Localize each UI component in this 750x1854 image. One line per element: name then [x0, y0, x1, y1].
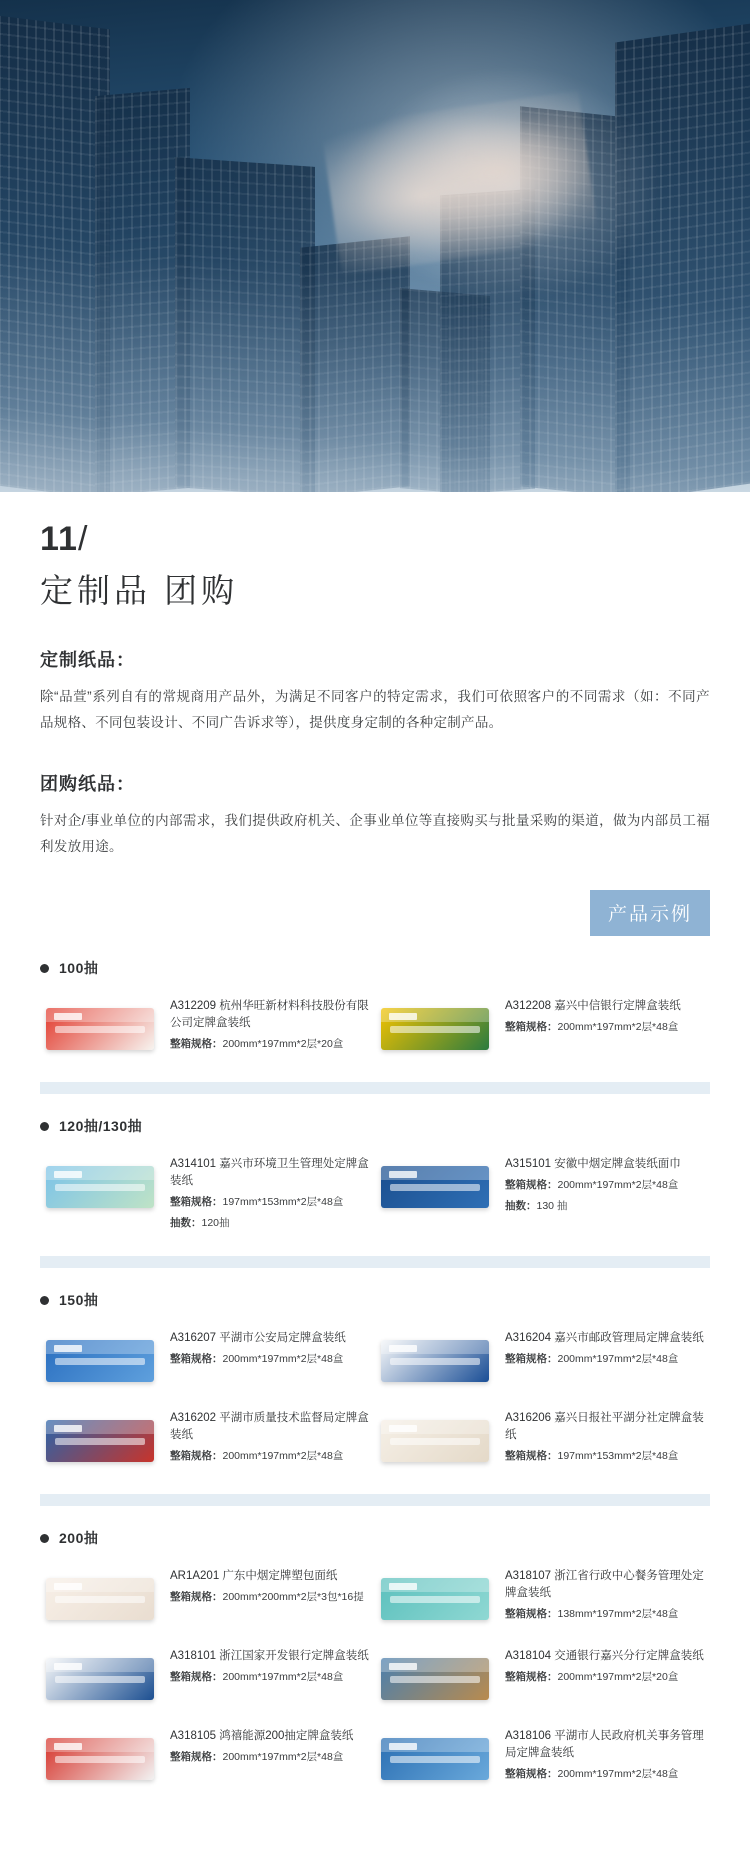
product-item [40, 1408, 375, 1470]
box-logo [389, 1743, 417, 1750]
product-group-label: 200抽 [59, 1530, 99, 1546]
product-item [375, 996, 710, 1058]
product-thumbnail [375, 1154, 495, 1216]
product-code-and-name: A316202 平湖市质量技术监督局定牌盒装纸 [170, 1412, 369, 1441]
product-code-and-name: AR1A201 广东中烟定牌塑包面纸 [170, 1570, 338, 1582]
product-thumbnail [40, 996, 160, 1058]
group-divider [40, 1494, 710, 1506]
product-item [375, 1726, 710, 1788]
tissue-box-image [381, 1008, 489, 1050]
section-number-value: 11 [40, 520, 78, 558]
product-group-title [40, 958, 710, 978]
section-body-custom: 除“品萱”系列自有的常规商用产品外，为满足不同客户的特定需求，我们可依照客户的不同需求（如：不同产品规格、不同包装设计、不同广告诉求等），提供度身定制的各种定制产品。 [40, 689, 710, 730]
product-spec: 整箱规格：200mm*197mm*2层*48盒 [505, 1353, 679, 1365]
product-meta [505, 1566, 710, 1623]
product-group-title [40, 1116, 710, 1136]
product-item [375, 1408, 710, 1470]
section-number [40, 520, 710, 559]
product-item [375, 1154, 710, 1232]
product-item [375, 1566, 710, 1628]
box-strip [55, 1438, 146, 1445]
box-logo [54, 1743, 82, 1750]
box-strip [390, 1438, 481, 1445]
product-row [40, 1646, 710, 1708]
box-logo [54, 1013, 82, 1020]
product-meta [170, 1408, 375, 1465]
box-logo [389, 1171, 417, 1178]
product-group [40, 1116, 710, 1232]
box-strip [390, 1756, 481, 1763]
box-logo [389, 1013, 417, 1020]
product-meta [505, 1646, 704, 1686]
product-thumbnail [40, 1726, 160, 1788]
product-meta [170, 996, 375, 1053]
box-strip [55, 1358, 146, 1365]
product-spec: 整箱规格：197mm*153mm*2层*48盒 [170, 1196, 344, 1208]
product-group [40, 958, 710, 1058]
tissue-box-image [46, 1658, 154, 1700]
product-count: 抽数：120抽 [170, 1217, 230, 1229]
box-strip [55, 1596, 146, 1603]
product-meta [170, 1726, 353, 1766]
bottom-fade [0, 0, 750, 492]
product-row [40, 996, 710, 1058]
product-code-and-name: A318107 浙江省行政中心餐务管理处定牌盒装纸 [505, 1570, 704, 1599]
product-code-and-name: A316206 嘉兴日报社平湖分社定牌盒装纸 [505, 1412, 704, 1441]
product-thumbnail [375, 1726, 495, 1788]
box-logo [54, 1583, 82, 1590]
product-group [40, 1528, 710, 1788]
box-logo [54, 1171, 82, 1178]
tissue-box-image [381, 1578, 489, 1620]
product-meta [170, 1328, 346, 1368]
product-groups [40, 958, 710, 1788]
bullet-icon [40, 1122, 49, 1131]
tissue-box-image [46, 1008, 154, 1050]
box-logo [54, 1663, 82, 1670]
tissue-box-image [381, 1340, 489, 1382]
product-row [40, 1566, 710, 1628]
tissue-box-image [381, 1420, 489, 1462]
product-item [40, 1726, 375, 1788]
product-spec: 整箱规格：200mm*197mm*2层*48盒 [170, 1671, 344, 1683]
product-code-and-name: A318105 鸿禧能源200抽定牌盒装纸 [170, 1730, 354, 1742]
tissue-box-image [46, 1578, 154, 1620]
tissue-box-image [381, 1166, 489, 1208]
tissue-box-image [46, 1166, 154, 1208]
product-code-and-name: A314101 嘉兴市环境卫生管理处定牌盒装纸 [170, 1158, 369, 1187]
box-strip [390, 1596, 481, 1603]
box-strip [390, 1026, 481, 1033]
product-row [40, 1154, 710, 1232]
product-count: 抽数：130 抽 [505, 1200, 568, 1212]
box-strip [55, 1184, 146, 1191]
product-group-label: 120抽/130抽 [59, 1118, 143, 1134]
product-thumbnail [40, 1566, 160, 1628]
product-meta [170, 1154, 375, 1232]
group-divider [40, 1256, 710, 1268]
product-spec: 整箱规格：200mm*197mm*2层*48盒 [170, 1751, 344, 1763]
product-item [40, 1328, 375, 1390]
tissue-box-image [46, 1420, 154, 1462]
page-title: 定制品 团购 [40, 572, 239, 609]
product-row [40, 1408, 710, 1470]
section-body-group: 针对企/事业单位的内部需求，我们提供政府机关、企事业单位等直接购买与批量采购的渠道，做为内部员工福利发放用途。 [40, 813, 710, 854]
tissue-box-image [381, 1658, 489, 1700]
product-meta [505, 1154, 681, 1215]
product-spec: 整箱规格：200mm*197mm*2层*48盒 [170, 1353, 344, 1365]
product-spec: 整箱规格：197mm*153mm*2层*48盒 [505, 1450, 679, 1462]
product-thumbnail [375, 996, 495, 1058]
product-item [40, 1154, 375, 1232]
product-group [40, 1290, 710, 1470]
product-thumbnail [375, 1646, 495, 1708]
box-strip [390, 1184, 481, 1191]
product-thumbnail [40, 1154, 160, 1216]
product-thumbnail [375, 1566, 495, 1628]
section-head-custom: 定制纸品： [40, 650, 135, 670]
product-code-and-name: A312209 杭州华旺新材料科技股份有限公司定牌盒装纸 [170, 1000, 369, 1029]
tissue-box-image [46, 1738, 154, 1780]
product-thumbnail [40, 1408, 160, 1470]
product-code-and-name: A315101 安徽中烟定牌盒装纸面巾 [505, 1158, 681, 1170]
product-item [40, 1566, 375, 1628]
product-code-and-name: A316207 平湖市公安局定牌盒装纸 [170, 1332, 346, 1344]
product-spec: 整箱规格：200mm*197mm*2层*48盒 [505, 1179, 679, 1191]
product-example-badge: 产品示例 [590, 890, 710, 936]
box-strip [390, 1358, 481, 1365]
box-logo [54, 1345, 82, 1352]
bottom-spacer [0, 1788, 750, 1818]
box-logo [389, 1663, 417, 1670]
box-logo [54, 1425, 82, 1432]
product-meta [505, 1408, 710, 1465]
box-strip [55, 1026, 146, 1033]
bullet-icon [40, 1534, 49, 1543]
box-strip [55, 1676, 146, 1683]
product-item [40, 1646, 375, 1708]
section-head-group: 团购纸品： [40, 774, 135, 794]
bullet-icon [40, 1296, 49, 1305]
product-thumbnail [40, 1328, 160, 1390]
product-code-and-name: A316204 嘉兴市邮政管理局定牌盒装纸 [505, 1332, 704, 1344]
product-code-and-name: A318101 浙江国家开发银行定牌盒装纸 [170, 1650, 369, 1662]
product-group-label: 150抽 [59, 1292, 99, 1308]
product-group-title [40, 1290, 710, 1310]
product-thumbnail [40, 1646, 160, 1708]
box-logo [389, 1583, 417, 1590]
box-strip [55, 1756, 146, 1763]
page-content [0, 520, 750, 1788]
bullet-icon [40, 964, 49, 973]
product-meta [505, 996, 681, 1036]
product-thumbnail [375, 1408, 495, 1470]
product-item [40, 996, 375, 1058]
product-meta [505, 1328, 704, 1368]
product-code-and-name: A312208 嘉兴中信银行定牌盒装纸 [505, 1000, 681, 1012]
product-code-and-name: A318104 交通银行嘉兴分行定牌盒装纸 [505, 1650, 704, 1662]
product-spec: 整箱规格：200mm*197mm*2层*20盒 [505, 1671, 679, 1683]
product-row [40, 1726, 710, 1788]
box-strip [390, 1676, 481, 1683]
product-spec: 整箱规格：200mm*197mm*2层*48盒 [505, 1768, 679, 1780]
product-group-title [40, 1528, 710, 1548]
badge-row [40, 890, 710, 936]
section-number-slash: / [77, 520, 89, 558]
group-divider [40, 1082, 710, 1094]
product-spec: 整箱规格：200mm*197mm*2层*20盒 [170, 1038, 344, 1050]
product-spec: 整箱规格：200mm*197mm*2层*48盒 [505, 1021, 679, 1033]
product-spec: 整箱规格：200mm*200mm*2层*3包*16提 [170, 1591, 364, 1603]
tissue-box-image [381, 1738, 489, 1780]
product-code-and-name: A318106 平湖市人民政府机关事务管理局定牌盒装纸 [505, 1730, 704, 1759]
product-meta [170, 1646, 369, 1686]
box-logo [389, 1345, 417, 1352]
product-item [375, 1328, 710, 1390]
product-spec: 整箱规格：138mm*197mm*2层*48盒 [505, 1608, 679, 1620]
box-logo [389, 1425, 417, 1432]
product-meta [505, 1726, 710, 1783]
product-meta [170, 1566, 364, 1606]
hero-banner-image [0, 0, 750, 492]
product-spec: 整箱规格：200mm*197mm*2层*48盒 [170, 1450, 344, 1462]
product-thumbnail [375, 1328, 495, 1390]
tissue-box-image [46, 1340, 154, 1382]
product-item [375, 1646, 710, 1708]
product-group-label: 100抽 [59, 960, 99, 976]
product-row [40, 1328, 710, 1390]
